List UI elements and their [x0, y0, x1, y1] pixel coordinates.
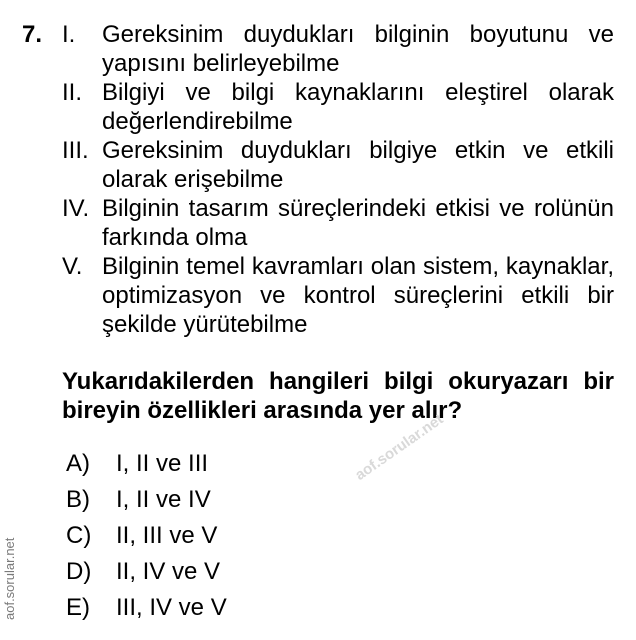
option-letter: B)	[66, 486, 90, 513]
statement-item	[62, 252, 614, 339]
option-letter: A)	[66, 450, 90, 477]
answer-option-b[interactable]	[66, 482, 227, 518]
statement-numeral: IV.	[62, 195, 90, 222]
statement-text: Gereksinim duydukları bilgiye etkin ve etkili olarak erişebilme	[102, 137, 614, 193]
answer-options	[66, 446, 227, 626]
question-number: 7.	[22, 21, 43, 48]
option-letter: D)	[66, 558, 92, 585]
statement-numeral: III.	[62, 137, 89, 164]
statement-item	[62, 194, 614, 252]
statement-numeral: V.	[62, 253, 83, 280]
statement-text: Bilginin tasarım süreçlerindeki etkisi ve rolünün farkında olma	[102, 195, 614, 251]
option-text: I, II ve IV	[116, 486, 211, 513]
statement-text: Gereksinim duydukları bilginin boyutunu ve yapısını belirleyebilme	[102, 21, 614, 77]
option-text: I, II ve III	[116, 450, 209, 477]
answer-option-c[interactable]	[66, 518, 227, 554]
statement-text: Bilginin temel kavramları olan sistem, kaynaklar, optimizasyon ve kontrol süreçlerini etkili bir şekilde yürütebilme	[102, 253, 614, 338]
answer-option-e[interactable]	[66, 590, 227, 626]
statement-list	[62, 20, 614, 339]
option-letter: E)	[66, 594, 90, 621]
option-text: II, III ve V	[116, 522, 218, 549]
statement-numeral: I.	[62, 21, 76, 48]
statement-item	[62, 78, 614, 136]
question-stem: Yukarıdakilerden hangileri bilgi okuryazarı bir bireyin özellikleri arasında yer alır?	[62, 368, 614, 424]
option-letter: C)	[66, 522, 92, 549]
answer-option-a[interactable]	[66, 446, 227, 482]
statement-item	[62, 136, 614, 194]
statement-numeral: II.	[62, 79, 83, 106]
watermark-center: aof.sorular.net	[352, 410, 447, 484]
answer-option-d[interactable]	[66, 554, 227, 590]
option-text: II, IV ve V	[116, 558, 221, 585]
statement-text: Bilgiyi ve bilgi kaynaklarını eleştirel olarak değerlendirebilme	[102, 79, 614, 135]
statement-item	[62, 20, 614, 78]
watermark-side: aof.sorular.net	[2, 537, 17, 620]
option-text: III, IV ve V	[116, 594, 227, 621]
